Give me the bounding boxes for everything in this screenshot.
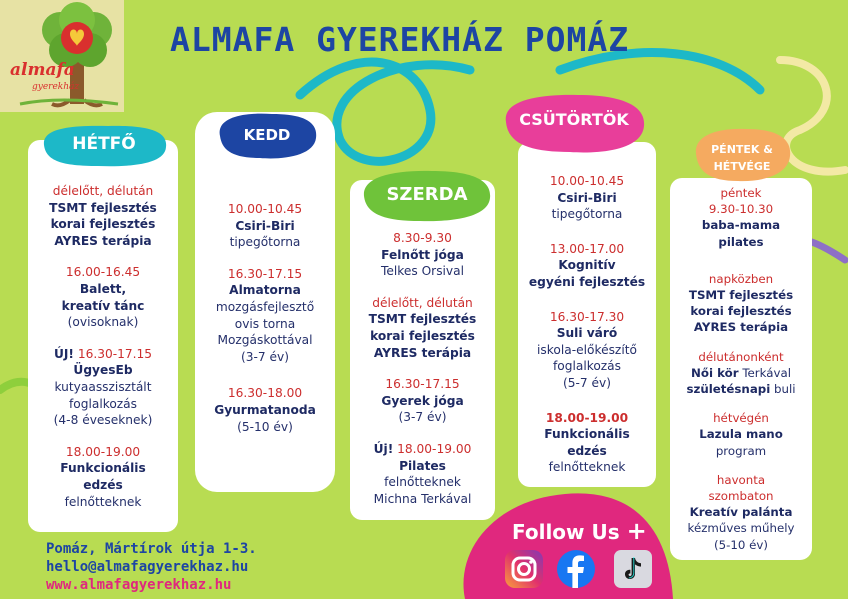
entry-title: Pilates bbox=[399, 458, 446, 473]
instagram-icon[interactable] bbox=[504, 549, 544, 589]
entry-time: délutánonként bbox=[698, 349, 784, 364]
friday-entry-development bbox=[670, 271, 812, 336]
monday-entry-functional bbox=[28, 444, 178, 510]
monday-entry-ugyeseb bbox=[28, 346, 178, 429]
tuesday-entry-gyurmatanoda bbox=[195, 385, 335, 435]
entry-detail: iskola-előkészítő bbox=[537, 342, 637, 357]
entry-title: ÜgyesEb bbox=[73, 363, 133, 378]
entry-title: Kreatív palánta bbox=[689, 505, 793, 520]
entry-time: 13.00-17.00 bbox=[549, 241, 625, 256]
entry-detail: mozgásfejlesztő bbox=[215, 299, 315, 314]
entry-time: napközben bbox=[708, 271, 774, 286]
entry-detail: tipegőtorna bbox=[551, 207, 623, 222]
entry-title: Felnőtt jóga bbox=[381, 247, 464, 262]
entry-time: 16.30-17.30 bbox=[549, 309, 625, 324]
entry-detail: kézműves műhely bbox=[687, 521, 795, 536]
tiktok-icon[interactable] bbox=[613, 549, 653, 589]
entry-detail: tipegőtorna bbox=[229, 235, 301, 250]
entry-title: edzés bbox=[567, 443, 607, 458]
plus-icon: + bbox=[626, 517, 647, 545]
entry-detail: Terkával bbox=[738, 365, 791, 380]
entry-title: TSMT fejlesztés bbox=[688, 288, 794, 303]
entry-detail: buli bbox=[770, 382, 796, 397]
entry-detail: Telkes Orsival bbox=[380, 264, 464, 279]
entry-time: délelőtt, délután bbox=[372, 295, 473, 310]
entry-detail: ovis torna bbox=[234, 316, 296, 331]
wednesday-schedule bbox=[350, 230, 495, 522]
entry-detail: (4-8 éveseknek) bbox=[53, 413, 153, 428]
follow-us-text bbox=[512, 517, 647, 545]
entry-detail: (3-7 év) bbox=[240, 349, 289, 364]
entry-title: Almatorna bbox=[229, 283, 301, 298]
entry-time: 16.30-17.15 bbox=[385, 377, 460, 392]
website-link[interactable]: www.almafagyerekhaz.hu bbox=[46, 577, 232, 593]
entry-title: baba-mama bbox=[701, 218, 781, 233]
wednesday-label: SZERDA bbox=[386, 184, 468, 205]
entry-detail: (3-7 év) bbox=[398, 410, 447, 425]
entry-title: korai fejlesztés bbox=[370, 328, 475, 343]
monday-entry-ballet bbox=[28, 264, 178, 330]
thursday-entry-csiribiri bbox=[518, 173, 656, 223]
friday-entry-afternoons bbox=[670, 349, 812, 398]
monday-label: HÉTFŐ bbox=[72, 134, 136, 154]
entry-title: AYRES terápia bbox=[54, 233, 152, 248]
entry-time: havonta bbox=[716, 472, 766, 487]
friday-entry-baba-mama bbox=[670, 185, 812, 250]
entry-title: Csiri-Biri bbox=[235, 218, 295, 233]
entry-detail: felnőtteknek bbox=[548, 460, 626, 475]
entry-title: születésnapi bbox=[686, 382, 771, 397]
friday-label-line2: HÉTVÉGE bbox=[713, 160, 771, 173]
thursday-entry-cognitive bbox=[518, 241, 656, 291]
entry-time: 8.30-9.30 bbox=[393, 231, 452, 245]
new-badge: ÚJ! bbox=[53, 346, 74, 361]
thursday-label: CSÜTÖRTÖK bbox=[519, 110, 629, 129]
entry-detail: (5-7 év) bbox=[562, 375, 611, 390]
logo bbox=[0, 0, 124, 112]
entry-detail: (5-10 év) bbox=[237, 419, 293, 434]
entry-detail: kutyaasszisztált bbox=[54, 379, 152, 394]
apple-tree-icon bbox=[0, 0, 124, 112]
wednesday-entry-child-yoga bbox=[350, 376, 495, 426]
thursday-entry-functional bbox=[518, 410, 656, 476]
entry-detail: foglalkozás bbox=[552, 359, 622, 374]
entry-time: délelőtt, délután bbox=[52, 184, 154, 198]
entry-time: 9.30-10.30 bbox=[708, 202, 774, 217]
entry-title: Suli váró bbox=[556, 326, 618, 341]
monday-entry-development bbox=[28, 183, 178, 249]
friday-entry-monthly bbox=[670, 472, 812, 553]
entry-title: Gyerek jóga bbox=[381, 393, 464, 408]
follow-us-label: Follow Us bbox=[512, 520, 620, 544]
friday-label bbox=[690, 141, 794, 175]
entry-time: 18.00-19.00 bbox=[545, 410, 629, 425]
thursday-entry-school-prep bbox=[518, 309, 656, 392]
entry-title: korai fejlesztés bbox=[690, 304, 792, 319]
entry-detail: (ovisoknak) bbox=[67, 315, 139, 330]
address: Pomáz, Mártírok útja 1-3. bbox=[46, 541, 257, 557]
entry-detail: foglalkozás bbox=[68, 396, 138, 411]
friday-label-line1: PÉNTEK & bbox=[711, 143, 773, 156]
page-title: ALMAFA GYEREKHÁZ POMÁZ bbox=[170, 20, 630, 59]
wednesday-entry-development bbox=[350, 295, 495, 361]
entry-title: Funkcionális bbox=[544, 427, 630, 442]
entry-title: AYRES terápia bbox=[373, 345, 472, 360]
logo-sub-text: gyerekház bbox=[32, 82, 80, 92]
monday-schedule bbox=[28, 183, 178, 525]
entry-title: Balett, bbox=[79, 281, 127, 296]
entry-time: szombaton bbox=[708, 489, 774, 504]
entry-day: péntek bbox=[720, 186, 762, 200]
entry-title: TSMT fejlesztés bbox=[368, 312, 477, 327]
entry-detail: felnőtteknek bbox=[384, 475, 461, 490]
entry-detail: program bbox=[715, 443, 767, 458]
entry-detail: Michna Terkával bbox=[373, 491, 472, 506]
entry-title: AYRES terápia bbox=[693, 320, 789, 335]
new-badge: Új! bbox=[373, 441, 394, 456]
entry-time: 10.00-10.45 bbox=[549, 174, 625, 188]
tuesday-entry-csiribiri bbox=[195, 201, 335, 251]
tuesday-schedule bbox=[195, 201, 335, 450]
friday-schedule bbox=[670, 185, 812, 568]
entry-detail: (5-10 év) bbox=[714, 537, 768, 552]
tuesday-entry-almatorna bbox=[195, 266, 335, 366]
entry-title: edzés bbox=[83, 477, 123, 492]
entry-time: 16.30-18.00 bbox=[227, 386, 303, 401]
entry-title: Lazula mano bbox=[699, 427, 783, 442]
entry-time: 16.00-16.45 bbox=[65, 265, 141, 280]
tuesday-label: KEDD bbox=[243, 126, 291, 144]
entry-title: Gyurmatanoda bbox=[214, 402, 316, 417]
wednesday-entry-adult-yoga bbox=[350, 230, 495, 280]
entry-title: egyéni fejlesztés bbox=[528, 274, 646, 289]
entry-title: Funkcionális bbox=[60, 461, 146, 476]
entry-detail: felnőtteknek bbox=[64, 494, 142, 509]
entry-time: 18.00-19.00 bbox=[65, 444, 141, 459]
entry-title: pilates bbox=[718, 234, 764, 249]
facebook-icon[interactable] bbox=[556, 549, 596, 589]
logo-brand-text: almafa bbox=[10, 60, 75, 80]
entry-detail: Mozgáskottával bbox=[217, 333, 313, 348]
entry-time: 10.00-10.45 bbox=[227, 202, 303, 216]
entry-title: TSMT fejlesztés bbox=[49, 200, 157, 215]
entry-title: kreatív tánc bbox=[61, 298, 145, 313]
entry-title: korai fejlesztés bbox=[50, 217, 156, 232]
entry-time: 16.30-17.15 bbox=[227, 266, 303, 281]
entry-title: Kognitív bbox=[558, 258, 616, 273]
entry-time: 16.30-17.15 bbox=[77, 346, 153, 361]
entry-time: hétvégén bbox=[713, 411, 769, 426]
email-link[interactable]: hello@almafagyerekhaz.hu bbox=[46, 559, 249, 575]
friday-entry-weekend bbox=[670, 410, 812, 459]
entry-time: 18.00-19.00 bbox=[397, 441, 472, 456]
thursday-schedule bbox=[518, 173, 656, 491]
entry-title: Női kör bbox=[691, 365, 739, 380]
entry-title: Csiri-Biri bbox=[557, 190, 617, 205]
